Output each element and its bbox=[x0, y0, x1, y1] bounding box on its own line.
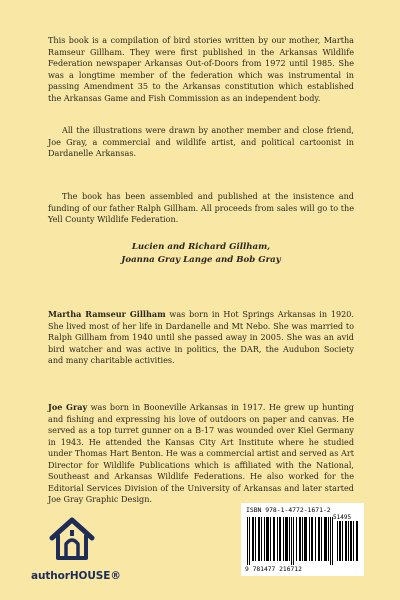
barcode-block bbox=[241, 503, 364, 576]
signature-line-1: Lucien and Richard Gillham, bbox=[131, 242, 271, 252]
barcode-graphic bbox=[246, 515, 360, 565]
signature-line-2: Joanna Gray Lange and Bob Gray bbox=[121, 254, 281, 265]
barcode-number: 9 781477 216712 bbox=[245, 566, 302, 573]
barcode-addon-number: 51495 bbox=[333, 514, 352, 521]
bio-name: Martha Ramseur Gillham bbox=[48, 309, 166, 319]
bio-text: was born in Hot Springs Arkansas in 1920. She lived most of her life in Dardanelle and Mt Nebo. She was married to Ralph Gillham from 1940 until she passed away in 2005. She was an avid bird watcher and was active in politics, the DAR, the Audubon Society and many charitable activities. bbox=[48, 309, 354, 365]
publisher-logo bbox=[28, 514, 120, 584]
intro-paragraph-3: The book has been assembled and published at the insistence and funding of our father Ralph Gillham. All proceeds from sales will go to the Yell County Wildlife Federation. bbox=[48, 191, 354, 224]
isbn-label: ISBN 978-1-4772-1671-2 bbox=[246, 506, 331, 514]
bio-text: was born in Booneville Arkansas in 1917. He grew up hunting and fishing and expressing his love of outdoors on paper and canvas. He served as a top turret gunner on a B-17 was wounded over Kiel Germany in 1943. He attended the Kansas City Art Institute where he studied under Thomas Hart Benton. He was a commercial artist and served as Art Director for Wildlife Publications which is affiliated with the National, Southeast and Arkansas Wildlife Federations. He also worked for the Editorial Services Division of the University of Arkansas and later started Joe Gray Graphic Design. bbox=[48, 402, 354, 504]
intro-paragraph-1: This book is a compilation of bird stories written by our mother, Martha Ramseur Gillham. They were first published in the Arkansas Wildlife Federation newspaper Arkansas Out-of-Doors from 1972 until 1985. She was a longtime member of the federation which was instrumental in passing Amendment 35 to the Arkansas constitution which established the Arkansas Game and Fish Commission as an independent body. bbox=[48, 35, 354, 103]
signature bbox=[48, 241, 354, 266]
bio-joe bbox=[48, 402, 354, 506]
intro-paragraph-2: All the illustrations were drawn by another member and close friend, Joe Gray, a commercial and wildlife artist, and political cartoonist in Dardanelle Arkansas. bbox=[48, 125, 354, 158]
bio-martha bbox=[48, 309, 354, 367]
authorhouse-logo-icon bbox=[44, 514, 100, 566]
bio-name: Joe Gray bbox=[48, 402, 88, 412]
publisher-name: authorHOUSE® bbox=[31, 570, 121, 582]
